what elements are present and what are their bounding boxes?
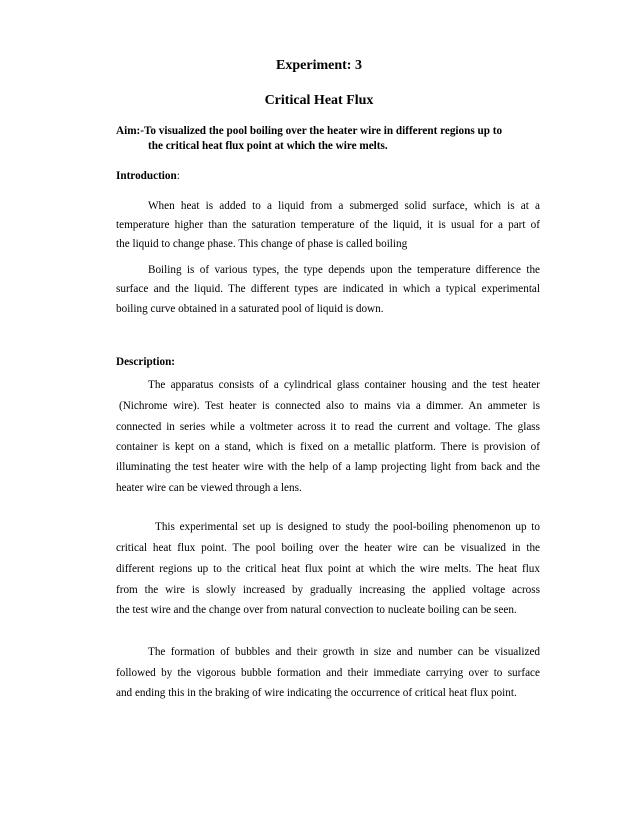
introduction-heading-colon: : (176, 170, 180, 182)
intro-p1-line-2: temperature higher than the saturation temperature of the liquid, it is usual for a part of (116, 219, 540, 231)
desc-p1-line-1: The apparatus consists of a cylindrical glass container housing and the test heater (148, 379, 540, 391)
desc-p2-line-5: the test wire and the change over from natural convection to nucleate boiling can be seen. (116, 604, 517, 616)
intro-p2-line-2: surface and the liquid. The different types are indicated in which a typical experimental (116, 283, 540, 295)
aim-line-1: Aim:-To visualized the pool boiling over the heater wire in different regions up to (116, 125, 503, 137)
document-subtitle: Critical Heat Flux (264, 93, 374, 108)
desc-p2-line-4: from the wire is slowly increased by gradually increasing the applied voltage across (116, 584, 540, 596)
aim-line-2: the critical heat flux point at which the wire melts. (148, 140, 388, 152)
introduction-heading-text: Introduction (116, 170, 177, 182)
desc-p1-line-4: container is kept on a stand, which is fixed on a metallic platform. There is provision of (116, 441, 540, 453)
desc-p2-line-2: critical heat flux point. The pool boiling over the heater wire can be visualized in the (116, 542, 540, 554)
desc-p3-line-1: The formation of bubbles and their growth in size and number can be visualized (148, 646, 540, 658)
desc-p1-line-6: heater wire can be viewed through a lens. (116, 482, 302, 494)
introduction-heading (116, 169, 540, 183)
intro-p1-line-1: When heat is added to a liquid from a submerged solid surface, which is at a (148, 200, 540, 212)
desc-p1-line-3: connected in series while a voltmeter across it to read the current and voltage. The glass (116, 421, 540, 433)
desc-p3-line-3: and ending this in the braking of wire indicating the occurrence of critical heat flux point. (116, 687, 517, 699)
document-title: Experiment: 3 (276, 58, 362, 73)
desc-p1-line-5: illuminating the test heater wire with the help of a lamp projecting light from back and the (116, 461, 540, 473)
description-heading: Description: (116, 356, 176, 368)
intro-p1-line-3: the liquid to change phase. This change of phase is called boiling (116, 238, 408, 250)
intro-p2-line-1: Boiling is of various types, the type depends upon the temperature difference the (148, 264, 540, 276)
intro-p2-line-3: boiling curve obtained in a saturated pool of liquid is down. (116, 303, 384, 315)
desc-p2-line-3: different regions up to the critical heat flux point at which the wire melts. The heat flux (116, 563, 540, 575)
desc-p2-line-1: This experimental set up is designed to study the pool-boiling phenomenon up to (155, 521, 540, 533)
desc-p3-line-2: followed by the vigorous bubble formation and their immediate carrying over to surface (116, 667, 540, 679)
desc-p1-line-2: (Nichrome wire). Test heater is connected also to mains via a dimmer. An ammeter is (119, 400, 540, 412)
